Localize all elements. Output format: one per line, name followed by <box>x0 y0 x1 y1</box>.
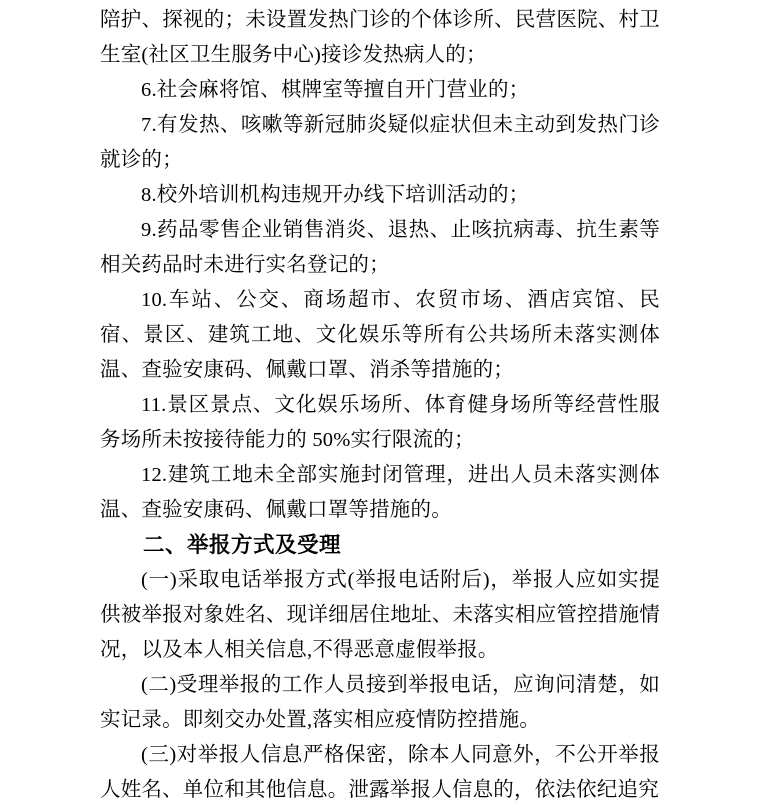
section-heading-report-methods: 二、举报方式及受理 <box>143 533 342 557</box>
list-item-7: 7.有发热、咳嗽等新冠肺炎疑似症状但未主动到发热门诊就诊的； <box>100 114 660 171</box>
list-item-11: 11.景区景点、文化娱乐场所、体育健身场所等经营性服务场所未按接待能力的 50%实行限流的； <box>100 394 660 451</box>
list-item-6: 6.社会麻将馆、棋牌室等擅自开门营业的； <box>141 79 530 101</box>
paragraph-report-method-3: (三)对举报人信息严格保密，除本人同意外，不公开举报人姓名、单位和其他信息。泄露举报人信息的，依法依纪追究 <box>100 744 660 801</box>
list-item-9: 9.药品零售企业销售消炎、退热、止咳抗病毒、抗生素等相关药品时未进行实名登记的； <box>100 219 660 276</box>
paragraph-report-method-2: (二)受理举报的工作人员接到举报电话，应询问清楚，如实记录。即刻交办处置,落实相应疫情防控措施。 <box>100 674 660 731</box>
paragraph-report-method-1: (一)采取电话举报方式(举报电话附后)，举报人应如实提供被举报对象姓名、现详细居住地址、未落实相应管控措施情况，以及本人相关信息,不得恶意虚假举报。 <box>100 569 660 661</box>
list-item-8: 8.校外培训机构违规开办线下培训活动的； <box>141 184 530 206</box>
paragraph-continuation: 陪护、探视的；未设置发热门诊的个体诊所、民营医院、村卫生室(社区卫生服务中心)接诊发热病人的； <box>100 9 660 66</box>
list-item-12: 12.建筑工地未全部实施封闭管理，进出人员未落实测体温、查验安康码、佩戴口罩等措施的。 <box>100 464 660 521</box>
list-item-10: 10.车站、公交、商场超市、农贸市场、酒店宾馆、民宿、景区、建筑工地、文化娱乐等所有公共场所未落实测体温、查验安康码、佩戴口罩、消杀等措施的； <box>100 289 660 381</box>
